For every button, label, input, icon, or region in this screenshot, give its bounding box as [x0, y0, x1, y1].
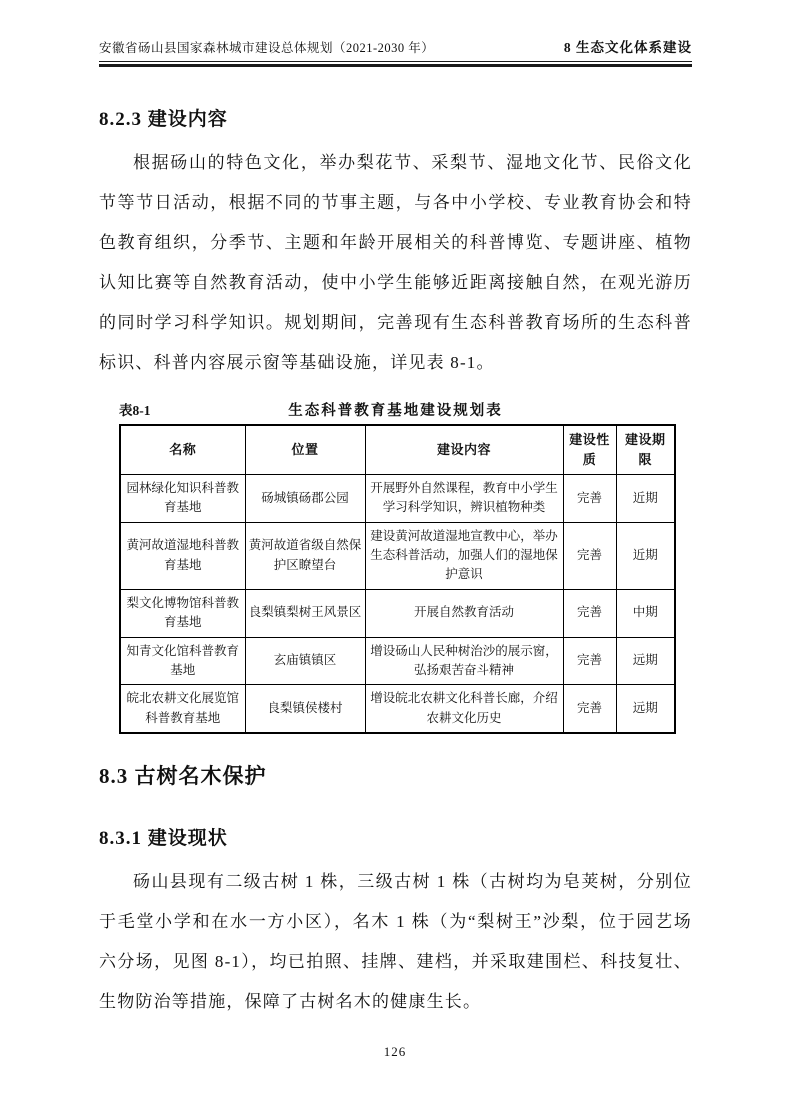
table-cell-period: 远期	[616, 637, 675, 685]
table-cell-nature: 完善	[563, 637, 616, 685]
table-cell-location: 良梨镇梨树王风景区	[245, 589, 365, 637]
eco-science-base-table	[119, 424, 676, 734]
table-row	[120, 637, 675, 685]
table-header-nature: 建设性质	[563, 425, 616, 475]
table-cell-nature: 完善	[563, 685, 616, 733]
table-cell-period: 近期	[616, 474, 675, 522]
table-cell-name: 黄河故道湿地科普教育基地	[120, 522, 245, 589]
heading-8-2-3: 8.2.3 建设内容	[99, 109, 228, 130]
running-header-title: 安徽省砀山县国家森林城市建设总体规划（2021-2030 年）	[99, 41, 435, 55]
table-cell-content: 建设黄河故道湿地宣教中心，举办生态科普活动，加强人们的湿地保护意识	[365, 522, 563, 589]
paragraph-8-2-3: 根据砀山的特色文化，举办梨花节、采梨节、湿地文化节、民俗文化节等节日活动，根据不同的节事主题，与各中小学校、专业教育协会和特色教育组织，分季节、主题和年龄开展相关的科普博览、专题讲座、植物认知比赛等自然教育活动，使中小学生能够近距离接触自然，在观光游历的同时学习科学知识。规划期间，完善现有生态科普教育场所的生态科普标识、科普内容展示窗等基础设施，详见表 8-1。	[99, 153, 692, 372]
table-cell-location: 砀城镇砀郡公园	[245, 474, 365, 522]
table-cell-content: 开展野外自然课程，教育中小学生学习科学知识，辨识植物种类	[365, 474, 563, 522]
table-row	[120, 522, 675, 589]
running-header-chapter: 8 生态文化体系建设	[563, 40, 692, 55]
table-cell-location: 黄河故道省级自然保护区瞭望台	[245, 522, 365, 589]
table-header-content: 建设内容	[365, 425, 563, 475]
table-cell-content: 开展自然教育活动	[365, 589, 563, 637]
table-cell-location: 玄庙镇镇区	[245, 637, 365, 685]
table-header-period: 建设期限	[616, 425, 675, 475]
table-cell-content: 增设皖北农耕文化科普长廊，介绍农耕文化历史	[365, 685, 563, 733]
table-cell-content: 增设砀山人民种树治沙的展示窗，弘扬艰苦奋斗精神	[365, 637, 563, 685]
table-row	[120, 685, 675, 733]
table-cell-nature: 完善	[563, 522, 616, 589]
table-row	[120, 589, 675, 637]
table-cell-nature: 完善	[563, 589, 616, 637]
table-caption	[99, 399, 692, 421]
paragraph-8-3-1: 砀山县现有二级古树 1 株，三级古树 1 株（古树均为皂荚树，分别位于毛堂小学和在水一方小区），名木 1 株（为“梨树王”沙梨，位于园艺场六分场，见图 8-1），均已拍照、挂牌、建档，并采取建围栏、科技复壮、生物防治等措施，保障了古树名木的健康生长。	[99, 872, 692, 1011]
table-label: 表8-1	[119, 402, 151, 418]
page-number: 126	[383, 1044, 407, 1059]
table-cell-name: 园林绿化知识科普教育基地	[120, 474, 245, 522]
table-row	[120, 474, 675, 522]
header-rule	[99, 61, 692, 67]
table-cell-name: 梨文化博物馆科普教育基地	[120, 589, 245, 637]
table-cell-name: 皖北农耕文化展览馆科普教育基地	[120, 685, 245, 733]
table-cell-period: 远期	[616, 685, 675, 733]
table-title: 生态科普教育基地建设规划表	[288, 402, 503, 419]
heading-8-3: 8.3 古树名木保护	[99, 764, 267, 789]
table-cell-period: 中期	[616, 589, 675, 637]
table-cell-name: 知青文化馆科普教育基地	[120, 637, 245, 685]
table-cell-period: 近期	[616, 522, 675, 589]
table-header-location: 位置	[245, 425, 365, 475]
table-header-name: 名称	[120, 425, 245, 475]
table-cell-nature: 完善	[563, 474, 616, 522]
table-cell-location: 良梨镇侯楼村	[245, 685, 365, 733]
heading-8-3-1: 8.3.1 建设现状	[99, 828, 228, 850]
table-header-row	[120, 425, 675, 475]
running-header	[99, 36, 692, 61]
